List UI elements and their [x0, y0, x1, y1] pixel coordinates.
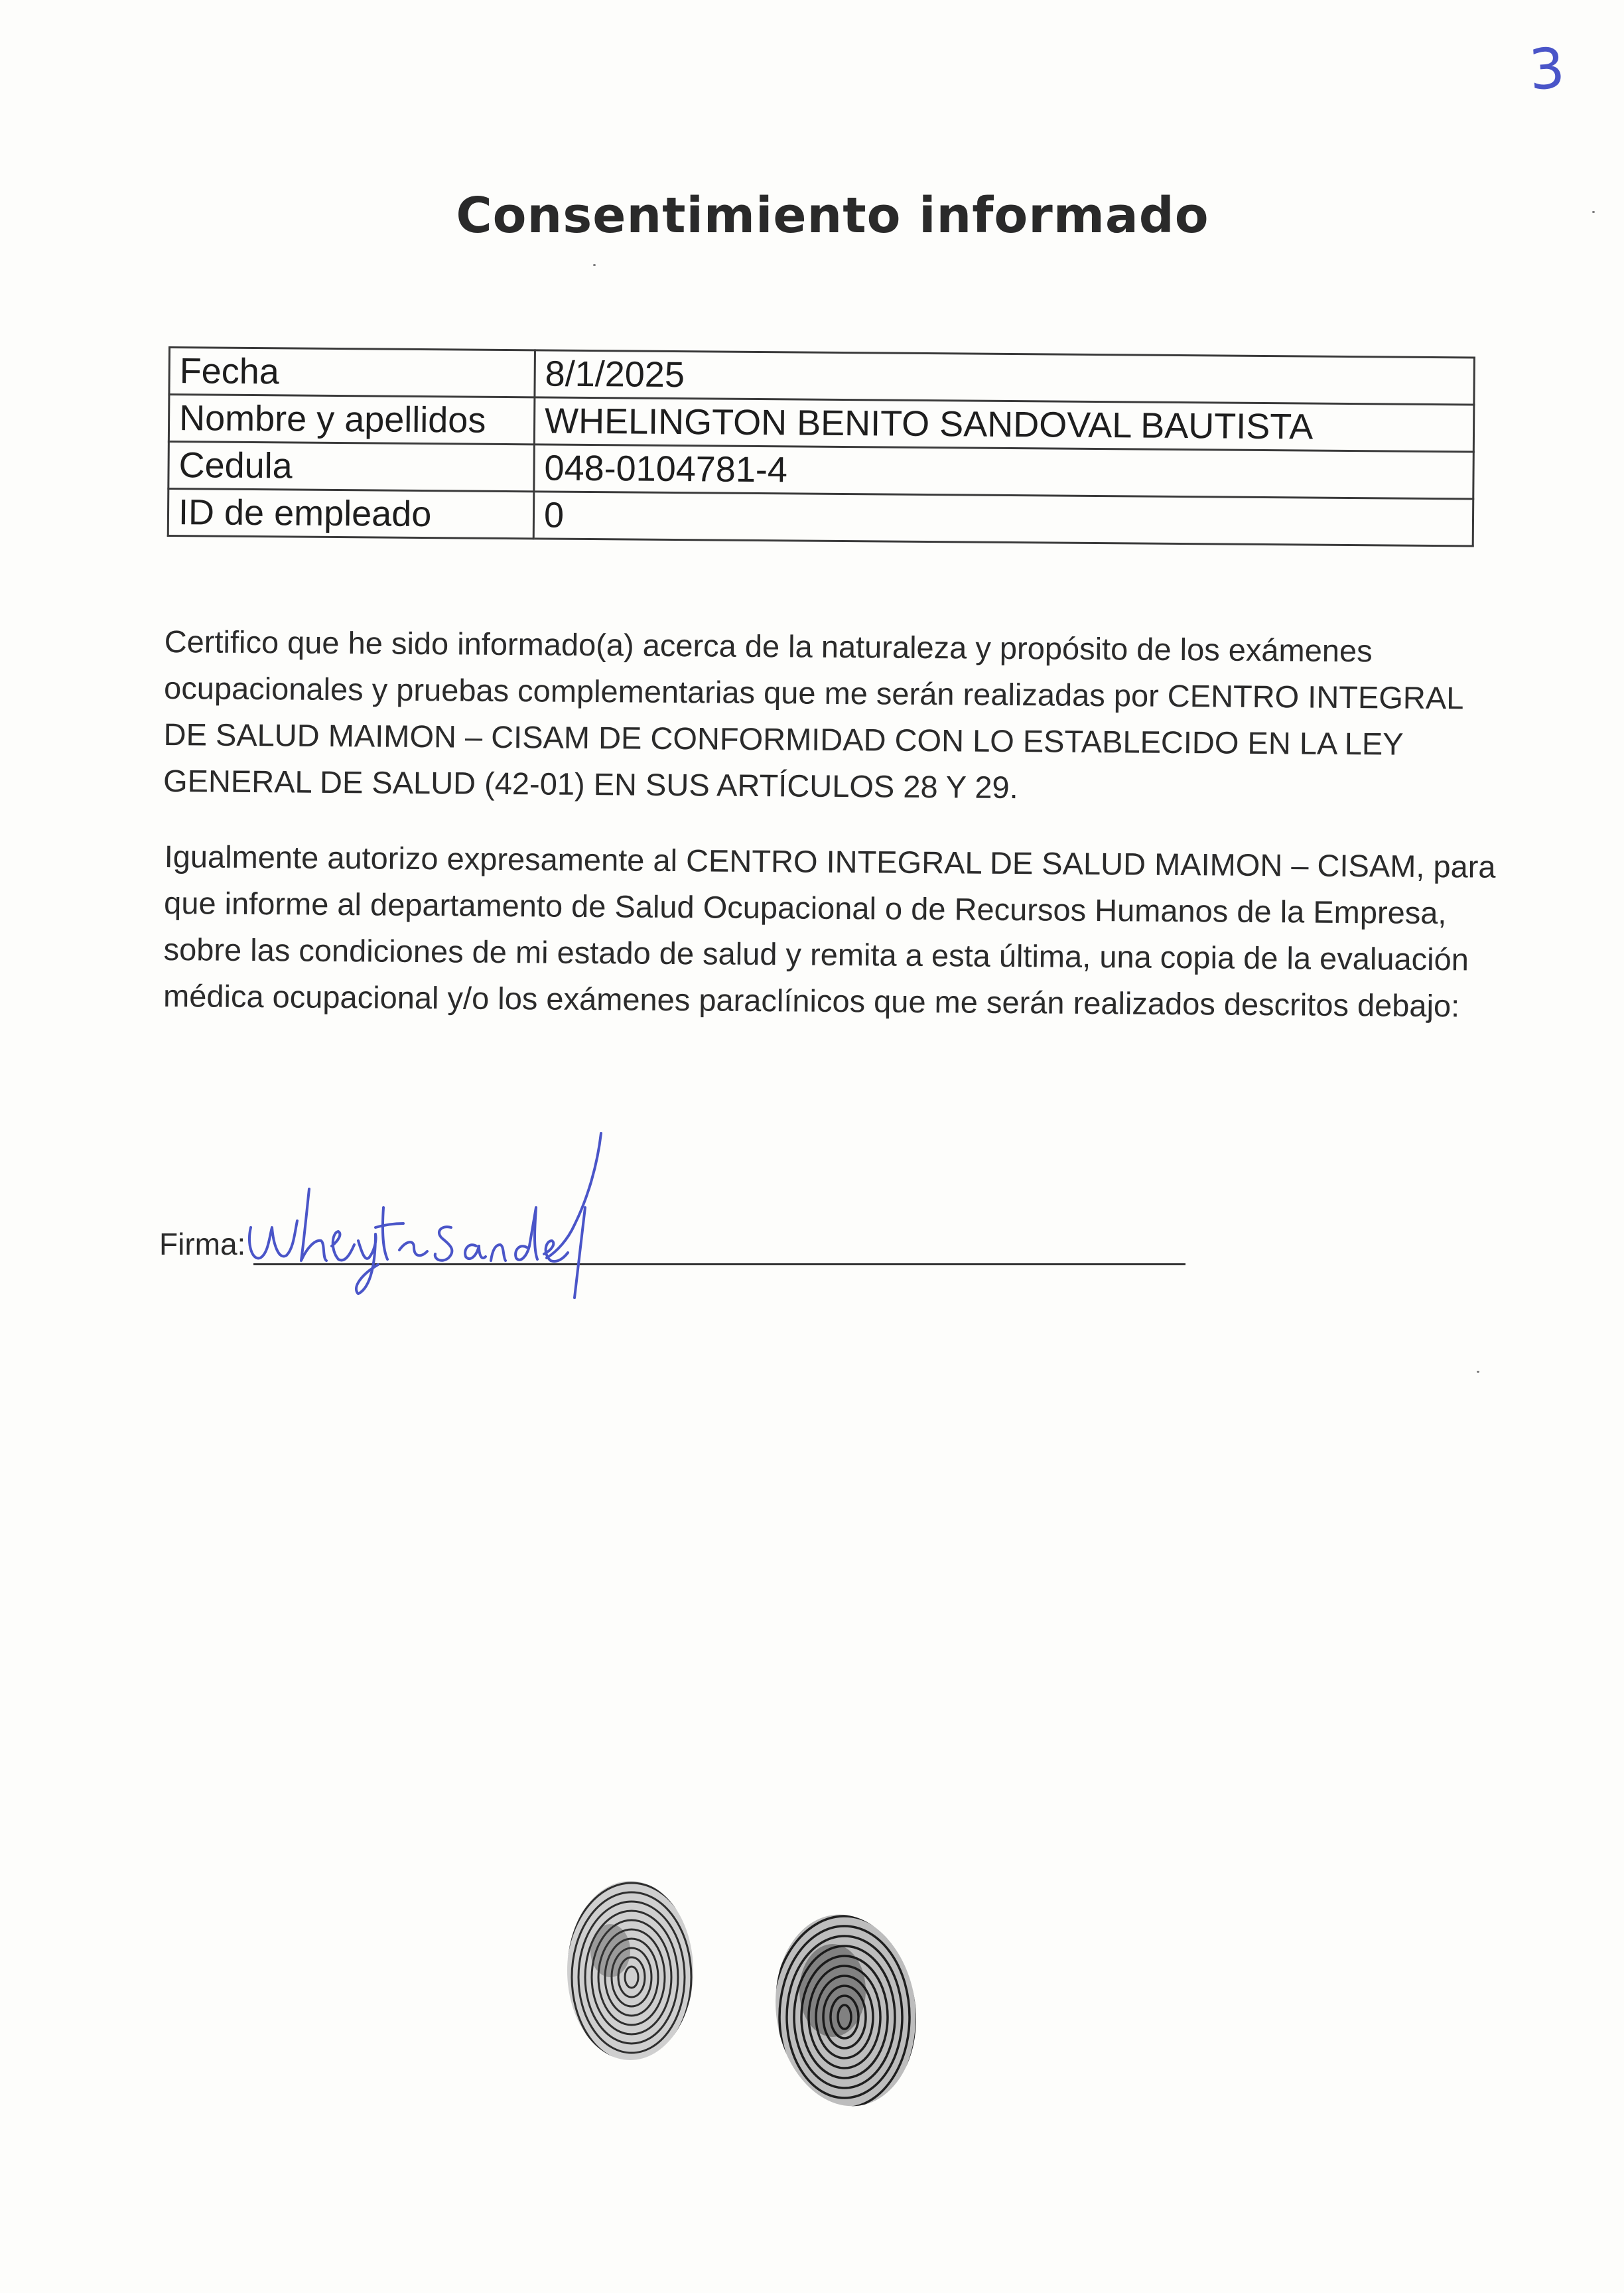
page-number: 3: [1526, 35, 1567, 103]
fecha-label: Fecha: [169, 348, 535, 397]
scan-speck: [1592, 211, 1595, 213]
scan-speck: [593, 264, 596, 266]
fingerprint-left: [557, 1878, 703, 2070]
info-table: [167, 346, 1475, 547]
id-empleado-label: ID de empleado: [168, 489, 534, 539]
handwritten-signature: [245, 1128, 617, 1300]
firma-label: Firma:: [159, 1227, 246, 1261]
page-title: Consentimiento informado: [456, 187, 1209, 244]
nombre-value: WHELINGTON BENITO SANDOVAL BAUTISTA: [534, 397, 1474, 452]
fingerprint-right: [766, 1911, 925, 2117]
table-row: [168, 489, 1473, 546]
scan-speck: [1477, 1371, 1479, 1373]
fecha-value: 8/1/2025: [535, 350, 1475, 405]
nombre-label: Nombre y apellidos: [169, 395, 535, 445]
cedula-label: Cedula: [169, 442, 535, 492]
certification-paragraph: Certifico que he sido informado(a) acerca de la naturaleza y propósito de los exámenes ocupacionales y pruebas complementarias que me serán realizadas por CENTRO INTEGRAL DE SALUD MAIMON – CISAM DE CONFORMIDAD CON LO ESTABLECIDO EN LA LEY GENERAL DE SALUD (42-01) EN SUS ARTÍCULOS 28 Y 29.: [163, 623, 1463, 805]
authorization-paragraph: Igualmente autorizo expresamente al CENTRO INTEGRAL DE SALUD MAIMON – CISAM, para que informe al departamento de Salud Ocupacional o de Recursos Humanos de la Empresa, sobre las condiciones de mi estado de salud y remita a esta última, una copia de la evaluación médica ocupacional y/o los exámenes paraclínicos que me serán realizados descritos debajo:: [163, 838, 1496, 1024]
cedula-value: 048-0104781-4: [534, 445, 1474, 499]
id-empleado-value: 0: [533, 492, 1473, 546]
